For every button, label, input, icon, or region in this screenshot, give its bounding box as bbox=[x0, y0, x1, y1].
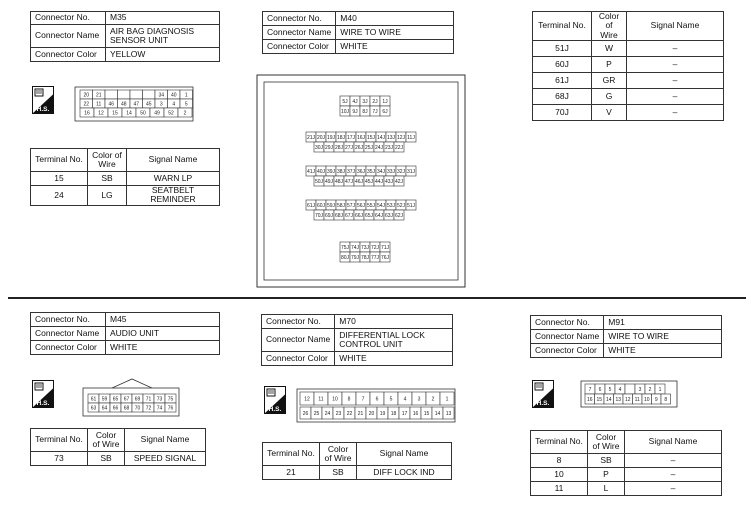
wire-color: SB bbox=[588, 454, 625, 468]
pin-label: 14J bbox=[376, 134, 386, 141]
pin-label: 8 bbox=[347, 396, 351, 403]
pin-label: 71J bbox=[380, 244, 390, 251]
connector-name-label: Connector Name bbox=[531, 330, 604, 344]
connector-no-value: M45 bbox=[106, 313, 220, 327]
pin-label: 48 bbox=[120, 101, 127, 108]
hs-label: H.S. bbox=[268, 406, 282, 413]
pin-label: 61 bbox=[90, 396, 97, 403]
pin-label: 73J bbox=[360, 244, 370, 251]
pin-label: 28J bbox=[334, 144, 344, 151]
table-row bbox=[533, 105, 724, 121]
pin-label: 69J bbox=[324, 212, 334, 219]
signal-name: SEATBELT REMINDER bbox=[127, 186, 220, 206]
pin-label: 18 bbox=[390, 410, 397, 417]
pin-label: 3 bbox=[417, 396, 421, 403]
connector-pin bbox=[143, 90, 156, 99]
pin-label: 5 bbox=[184, 101, 188, 108]
hs-label: H.S. bbox=[536, 400, 550, 407]
connector-no-label: Connector No. bbox=[262, 315, 335, 329]
pin-label: 23J bbox=[384, 144, 394, 151]
pin-label: 5 bbox=[608, 386, 612, 393]
table-row bbox=[31, 452, 206, 466]
pin-label: 59J bbox=[326, 202, 336, 209]
table-row bbox=[531, 468, 722, 482]
pin-label: 22 bbox=[346, 410, 353, 417]
m91-connector-info bbox=[530, 315, 722, 358]
table-row bbox=[533, 73, 724, 89]
pin-label: 46 bbox=[108, 101, 115, 108]
pin-label: 7 bbox=[361, 396, 365, 403]
pin-label: 11 bbox=[96, 101, 102, 108]
signal-name: – bbox=[625, 482, 722, 496]
pin-label: 4 bbox=[172, 101, 176, 108]
pin-label: 67J bbox=[344, 212, 354, 219]
wire-color: P bbox=[592, 57, 627, 73]
m91-terminal-table bbox=[530, 430, 722, 496]
pin-label: 45J bbox=[364, 178, 374, 185]
connector-no-value: M35 bbox=[106, 12, 220, 25]
table-row bbox=[533, 41, 724, 57]
pin-label: 9J bbox=[352, 108, 358, 115]
wire-color: SB bbox=[320, 466, 357, 480]
pin-label: 25J bbox=[364, 144, 374, 151]
pin-label: 33J bbox=[386, 168, 396, 175]
signal-name-header: Signal Name bbox=[127, 149, 220, 172]
pin-label: 9 bbox=[654, 396, 658, 403]
pin-label: 52J bbox=[396, 202, 406, 209]
m40-terminal-table bbox=[532, 11, 724, 121]
connector-name-value: WIRE TO WIRE bbox=[336, 26, 454, 40]
terminal-no-header: Terminal No. bbox=[533, 12, 592, 41]
signal-name-header: Signal Name bbox=[357, 443, 452, 466]
pin-label: 12 bbox=[304, 396, 310, 403]
pin-label: 19J bbox=[326, 134, 336, 141]
pin-label: 24J bbox=[374, 144, 384, 151]
pin-label: 58J bbox=[336, 202, 346, 209]
pin-label: 68J bbox=[334, 212, 344, 219]
terminal-no: 21 bbox=[263, 466, 320, 480]
pin-label: 47J bbox=[344, 178, 354, 185]
pin-label: 40 bbox=[170, 92, 177, 99]
pin-label: 29J bbox=[324, 144, 334, 151]
pin-label: 76J bbox=[380, 254, 390, 261]
pin-label: 37J bbox=[346, 168, 356, 175]
pin-label: 41J bbox=[306, 168, 316, 175]
harness-side-icon bbox=[32, 380, 54, 408]
pin-label: 4 bbox=[403, 396, 407, 403]
pin-label: 63J bbox=[384, 212, 394, 219]
wire-color: P bbox=[588, 468, 625, 482]
table-row bbox=[531, 454, 722, 468]
terminal-no: 51J bbox=[533, 41, 592, 57]
connector-name-label: Connector Name bbox=[262, 329, 335, 352]
pin-label: 64J bbox=[374, 212, 384, 219]
pin-label: 15 bbox=[423, 410, 430, 417]
table-row bbox=[533, 57, 724, 73]
connector-name-value: AUDIO UNIT bbox=[106, 327, 220, 341]
pin-label: 50J bbox=[314, 178, 324, 185]
wire-color: LG bbox=[88, 186, 127, 206]
wire-color: SB bbox=[88, 172, 127, 186]
table-row bbox=[31, 186, 220, 206]
pin-label: 2J bbox=[372, 98, 378, 105]
signal-name: – bbox=[625, 468, 722, 482]
connector-name-label: Connector Name bbox=[31, 327, 106, 341]
terminal-no-header: Terminal No. bbox=[31, 149, 88, 172]
pin-label: 54J bbox=[376, 202, 386, 209]
connector-pin bbox=[105, 90, 118, 99]
pin-label: 65 bbox=[112, 396, 119, 403]
pin-label: 39J bbox=[326, 168, 336, 175]
connector-pin bbox=[130, 90, 143, 99]
color-of-wire-header: Color of Wire bbox=[88, 149, 127, 172]
connector-color-label: Connector Color bbox=[262, 352, 335, 366]
pin-label: 59 bbox=[101, 396, 108, 403]
pin-label: 6 bbox=[375, 396, 379, 403]
table-row bbox=[263, 466, 452, 480]
wire-color: V bbox=[592, 105, 627, 121]
m91-connector-face bbox=[580, 380, 680, 410]
pin-label: 7J bbox=[372, 108, 378, 115]
pin-label: 5 bbox=[389, 396, 393, 403]
pin-label: 43J bbox=[384, 178, 394, 185]
table-row bbox=[31, 172, 220, 186]
pin-label: 12 bbox=[624, 396, 631, 403]
harness-side-icon bbox=[264, 386, 286, 414]
connector-no-value: M40 bbox=[336, 12, 454, 26]
pin-label: 18J bbox=[336, 134, 346, 141]
pin-label: 8 bbox=[664, 396, 668, 403]
pin-label: 14 bbox=[434, 410, 441, 417]
pin-label: 11 bbox=[634, 396, 640, 403]
pin-label: 45 bbox=[145, 101, 152, 108]
pin-label: 17 bbox=[401, 410, 408, 417]
pin-label: 68 bbox=[123, 405, 130, 412]
m70-terminal-table bbox=[262, 442, 452, 480]
color-of-wire-header: Color of Wire bbox=[320, 443, 357, 466]
pin-label: 21J bbox=[306, 134, 316, 141]
pin-label: 17J bbox=[346, 134, 356, 141]
pin-label: 32J bbox=[396, 168, 406, 175]
signal-name: – bbox=[627, 105, 724, 121]
pin-label: 15 bbox=[596, 396, 603, 403]
pin-label: 62J bbox=[394, 212, 404, 219]
pin-label: 2 bbox=[183, 110, 187, 117]
pin-label: 69 bbox=[134, 396, 141, 403]
terminal-no: 10 bbox=[531, 468, 588, 482]
pin-label: 12 bbox=[98, 110, 104, 117]
color-of-wire-header: Color of Wire bbox=[592, 12, 627, 41]
pin-label: 3 bbox=[638, 386, 642, 393]
pin-label: 11 bbox=[318, 396, 324, 403]
pin-label: 51J bbox=[406, 202, 416, 209]
connector-color-label: Connector Color bbox=[531, 344, 604, 358]
pin-label: 8J bbox=[362, 108, 368, 115]
connector-color-value: WHITE bbox=[106, 341, 220, 355]
m35-terminal-table bbox=[30, 148, 220, 206]
pin-label: 72 bbox=[145, 405, 152, 412]
pin-label: 34J bbox=[376, 168, 386, 175]
m35-connector-face bbox=[74, 86, 196, 124]
color-of-wire-header: Color of Wire bbox=[588, 431, 625, 454]
connector-name-value: DIFFERENTIAL LOCK CONTROL UNIT bbox=[335, 329, 453, 352]
pin-label: 1 bbox=[184, 92, 188, 99]
connector-name-value: WIRE TO WIRE bbox=[604, 330, 722, 344]
pin-label: 10 bbox=[643, 396, 650, 403]
pin-label: 12J bbox=[396, 134, 406, 141]
signal-name-header: Signal Name bbox=[125, 429, 206, 452]
connector-color-label: Connector Color bbox=[263, 40, 336, 54]
pin-label: 66J bbox=[354, 212, 364, 219]
pin-label: 36J bbox=[356, 168, 366, 175]
m45-terminal-table bbox=[30, 428, 206, 466]
m35-connector-info bbox=[30, 11, 220, 62]
m45-connector-face bbox=[82, 378, 182, 418]
signal-name: SPEED SIGNAL bbox=[125, 452, 206, 466]
m70-connector-face bbox=[296, 388, 458, 424]
connector-no-value: M70 bbox=[335, 315, 453, 329]
terminal-no: 73 bbox=[31, 452, 88, 466]
section-divider bbox=[8, 297, 746, 299]
wire-color: G bbox=[592, 89, 627, 105]
pin-label: 67 bbox=[123, 396, 130, 403]
pin-label: 74 bbox=[156, 405, 163, 412]
connector-color-value: WHITE bbox=[604, 344, 722, 358]
signal-name: – bbox=[625, 454, 722, 468]
pin-label: 60J bbox=[316, 202, 326, 209]
connector-name-value: AIR BAG DIAGNOSIS SENSOR UNIT bbox=[106, 25, 220, 48]
pin-label: 61J bbox=[306, 202, 316, 209]
pin-label: 15 bbox=[112, 110, 118, 117]
connector-no-value: M91 bbox=[604, 316, 722, 330]
m45-connector-info bbox=[30, 312, 220, 355]
pin-label: 46J bbox=[354, 178, 364, 185]
m40-connector-info bbox=[262, 11, 454, 54]
pin-label: 31J bbox=[406, 168, 416, 175]
terminal-no: 24 bbox=[31, 186, 88, 206]
pin-label: 7 bbox=[588, 386, 592, 393]
harness-side-icon bbox=[32, 86, 54, 114]
pin-label: 48J bbox=[334, 178, 344, 185]
connector-latch bbox=[112, 379, 152, 388]
pin-label: 72J bbox=[370, 244, 380, 251]
connector-pin bbox=[625, 384, 635, 394]
connector-no-label: Connector No. bbox=[531, 316, 604, 330]
pin-label: 13 bbox=[615, 396, 622, 403]
pin-label: 6J bbox=[382, 108, 388, 115]
signal-name: – bbox=[627, 73, 724, 89]
pin-label: 35J bbox=[366, 168, 376, 175]
pin-label: 3 bbox=[159, 101, 163, 108]
harness-side-icon bbox=[532, 380, 554, 408]
pin-label: 56J bbox=[356, 202, 366, 209]
terminal-no: 15 bbox=[31, 172, 88, 186]
pin-label: 23 bbox=[335, 410, 342, 417]
pin-label: 5J bbox=[342, 98, 348, 105]
pin-label: 76 bbox=[167, 405, 174, 412]
pin-label: 65J bbox=[364, 212, 374, 219]
pin-label: 78J bbox=[360, 254, 370, 261]
pin-label: 73 bbox=[156, 396, 163, 403]
pin-label: 26 bbox=[302, 410, 309, 417]
connector-pin bbox=[118, 90, 131, 99]
pin-label: 16 bbox=[412, 410, 419, 417]
pin-label: 1 bbox=[658, 386, 662, 393]
terminal-no: 70J bbox=[533, 105, 592, 121]
signal-name: – bbox=[627, 57, 724, 73]
pin-label: 49J bbox=[324, 178, 334, 185]
pin-label: 3J bbox=[362, 98, 368, 105]
terminal-no: 11 bbox=[531, 482, 588, 496]
pin-label: 21 bbox=[95, 92, 102, 99]
terminal-no: 8 bbox=[531, 454, 588, 468]
wire-color: W bbox=[592, 41, 627, 57]
terminal-no: 61J bbox=[533, 73, 592, 89]
pin-label: 75J bbox=[340, 244, 350, 251]
pin-label: 4 bbox=[618, 386, 622, 393]
pin-label: 80J bbox=[340, 254, 350, 261]
wire-color: GR bbox=[592, 73, 627, 89]
pin-label: 53J bbox=[386, 202, 396, 209]
pin-label: 20J bbox=[316, 134, 326, 141]
terminal-no-header: Terminal No. bbox=[531, 431, 588, 454]
pin-label: 15J bbox=[366, 134, 376, 141]
signal-name-header: Signal Name bbox=[625, 431, 722, 454]
pin-label: 6 bbox=[598, 386, 602, 393]
pin-label: 22 bbox=[83, 101, 90, 108]
pin-label: 2 bbox=[648, 386, 652, 393]
pin-label: 63 bbox=[90, 405, 97, 412]
pin-label: 21 bbox=[357, 410, 364, 417]
pin-label: 38J bbox=[336, 168, 346, 175]
connector-name-label: Connector Name bbox=[263, 26, 336, 40]
signal-name-header: Signal Name bbox=[627, 12, 724, 41]
pin-label: 4J bbox=[352, 98, 358, 105]
pin-label: 13 bbox=[445, 410, 452, 417]
pin-label: 64 bbox=[101, 405, 108, 412]
pin-label: 19 bbox=[379, 410, 386, 417]
terminal-no: 68J bbox=[533, 89, 592, 105]
pin-label: 74J bbox=[350, 244, 360, 251]
table-row bbox=[533, 89, 724, 105]
hs-label: H.S. bbox=[36, 106, 50, 113]
connector-color-value: WHITE bbox=[336, 40, 454, 54]
pin-label: 16J bbox=[356, 134, 366, 141]
pin-label: 55J bbox=[366, 202, 376, 209]
pin-label: 1 bbox=[445, 396, 449, 403]
pin-label: 14 bbox=[126, 110, 132, 117]
pin-label: 42J bbox=[394, 178, 404, 185]
pin-label: 24 bbox=[324, 410, 331, 417]
pin-label: 40J bbox=[316, 168, 326, 175]
pin-label: 26J bbox=[354, 144, 364, 151]
connector-name-label: Connector Name bbox=[31, 25, 106, 48]
terminal-no: 60J bbox=[533, 57, 592, 73]
pin-label: 70 bbox=[134, 405, 141, 412]
pin-label: 52 bbox=[168, 110, 174, 117]
connector-no-label: Connector No. bbox=[31, 12, 106, 25]
pin-label: 30J bbox=[314, 144, 324, 151]
terminal-no-header: Terminal No. bbox=[263, 443, 320, 466]
table-row bbox=[531, 482, 722, 496]
pin-label: 2 bbox=[431, 396, 435, 403]
pin-label: 49 bbox=[154, 110, 160, 117]
pin-label: 47 bbox=[133, 101, 140, 108]
wire-color: L bbox=[588, 482, 625, 496]
pin-label: 66 bbox=[112, 405, 119, 412]
pin-label: 44J bbox=[374, 178, 384, 185]
signal-name: DIFF LOCK IND bbox=[357, 466, 452, 480]
connector-color-label: Connector Color bbox=[31, 341, 106, 355]
pin-label: 20 bbox=[83, 92, 90, 99]
pin-label: 1J bbox=[382, 98, 388, 105]
pin-label: 27J bbox=[344, 144, 354, 151]
connector-color-value: WHITE bbox=[335, 352, 453, 366]
m40-connector-face bbox=[256, 74, 468, 290]
pin-label: 10 bbox=[332, 396, 338, 403]
pin-label: 16 bbox=[586, 396, 593, 403]
signal-name: – bbox=[627, 89, 724, 105]
terminal-no-header: Terminal No. bbox=[31, 429, 88, 452]
pin-label: 77J bbox=[370, 254, 380, 261]
pin-label: 57J bbox=[346, 202, 356, 209]
signal-name: – bbox=[627, 41, 724, 57]
pin-label: 10J bbox=[340, 108, 350, 115]
pin-label: 50 bbox=[140, 110, 146, 117]
pin-label: 20 bbox=[368, 410, 375, 417]
pin-label: 14 bbox=[605, 396, 612, 403]
pin-label: 71 bbox=[145, 396, 152, 403]
connector-color-label: Connector Color bbox=[31, 48, 106, 62]
wire-color: SB bbox=[88, 452, 125, 466]
color-of-wire-header: Color of Wire bbox=[88, 429, 125, 452]
pin-label: 13J bbox=[386, 134, 396, 141]
pin-label: 79J bbox=[350, 254, 360, 261]
pin-label: 25 bbox=[313, 410, 320, 417]
signal-name: WARN LP bbox=[127, 172, 220, 186]
pin-label: 22J bbox=[394, 144, 404, 151]
pin-label: 75 bbox=[167, 396, 174, 403]
connector-no-label: Connector No. bbox=[263, 12, 336, 26]
pin-label: 16 bbox=[84, 110, 90, 117]
m70-connector-info bbox=[261, 314, 453, 366]
pin-label: 70J bbox=[314, 212, 324, 219]
pin-label: 34 bbox=[158, 92, 165, 99]
connector-color-value: YELLOW bbox=[106, 48, 220, 62]
connector-no-label: Connector No. bbox=[31, 313, 106, 327]
hs-label: H.S. bbox=[36, 400, 50, 407]
pin-label: 11J bbox=[407, 134, 415, 141]
